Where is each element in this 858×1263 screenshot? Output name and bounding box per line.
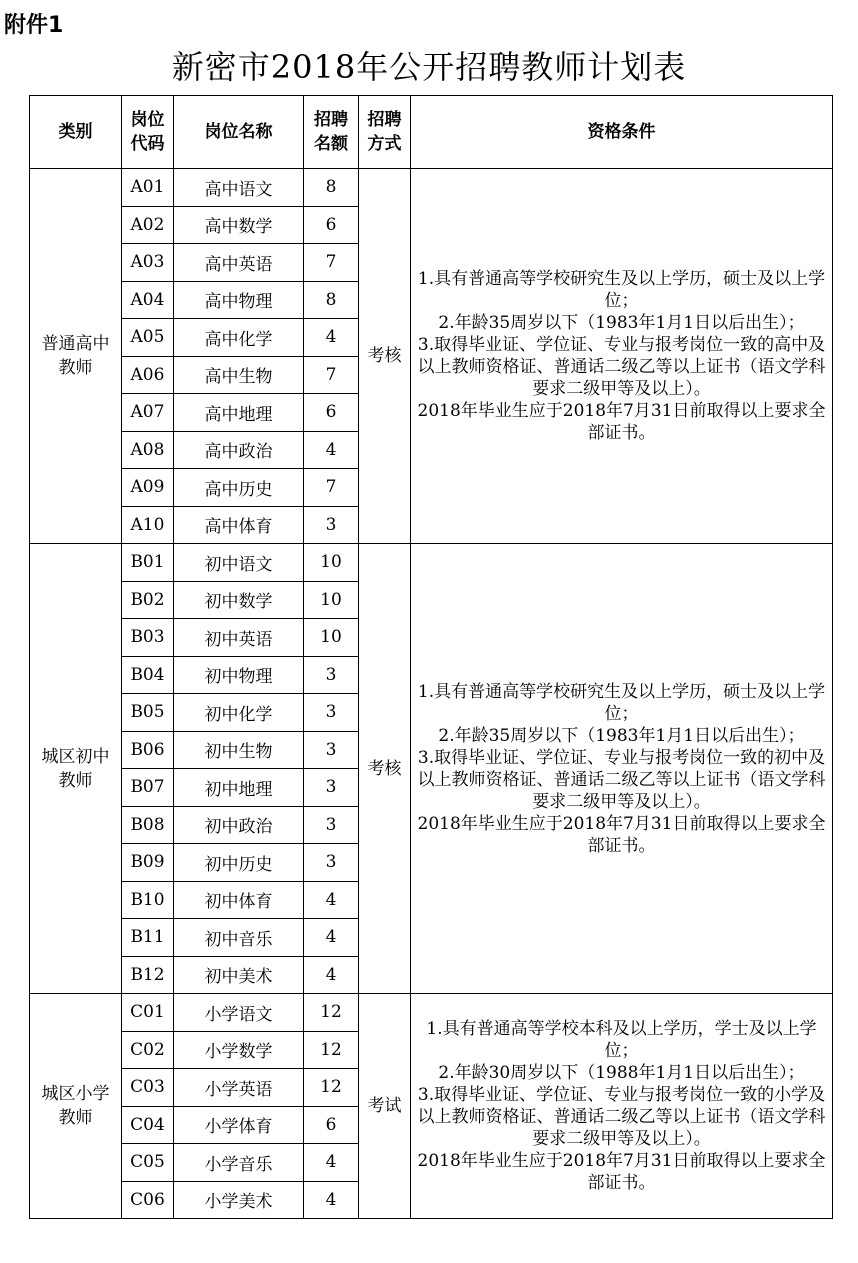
- header-name: 岗位名称: [174, 96, 304, 169]
- header-code-line2: 代码: [130, 134, 165, 154]
- position-count-cell: 10: [304, 544, 359, 582]
- position-count-cell: 3: [304, 506, 359, 544]
- table-row: [30, 994, 833, 1032]
- position-count-cell: 4: [304, 1144, 359, 1182]
- position-name-cell: 初中音乐: [174, 919, 304, 957]
- requirement-line: 2018年毕业生应于2018年7月31日前取得以上要求全部证书。: [417, 813, 826, 856]
- header-count-line1: 招聘: [314, 110, 348, 130]
- header-row: [30, 96, 833, 169]
- position-code-cell: A02: [122, 206, 174, 244]
- position-code-cell: B12: [122, 956, 174, 994]
- position-name-cell: 高中地理: [174, 394, 304, 432]
- position-count-cell: 4: [304, 956, 359, 994]
- position-count-cell: 4: [304, 431, 359, 469]
- header-requirements: 资格条件: [411, 96, 833, 169]
- header-count-line2: 名额: [314, 134, 348, 154]
- requirement-line: 1.具有普通高等学校本科及以上学历，学士及以上学位；: [426, 1019, 817, 1061]
- page-title: 新密市2018年公开招聘教师计划表: [171, 48, 687, 86]
- position-code-cell: A10: [122, 506, 174, 544]
- category-cell: [30, 544, 122, 994]
- position-name-cell: 初中政治: [174, 806, 304, 844]
- position-code-cell: A09: [122, 469, 174, 507]
- position-count-cell: 4: [304, 1181, 359, 1219]
- position-code-cell: C02: [122, 1031, 174, 1069]
- position-code-cell: A07: [122, 394, 174, 432]
- position-code-cell: A03: [122, 244, 174, 282]
- position-count-cell: 8: [304, 169, 359, 207]
- position-name-cell: 高中语文: [174, 169, 304, 207]
- header-code: [122, 96, 174, 169]
- position-name-cell: 高中历史: [174, 469, 304, 507]
- category-line1: 普通高中: [41, 334, 110, 354]
- category-cell: [30, 169, 122, 544]
- position-count-cell: 3: [304, 694, 359, 732]
- position-count-cell: 3: [304, 806, 359, 844]
- category-line1: 城区初中: [41, 746, 110, 767]
- header-method-line1: 招聘: [367, 110, 402, 130]
- requirement-line: 3.取得毕业证、学位证、专业与报考岗位一致的初中及以上教师资格证、普通话二级乙等以上证书（语文学科要求二级甲等及以上）。: [417, 747, 826, 812]
- category-line1: 城区小学: [41, 1084, 110, 1104]
- method-cell: 考试: [359, 994, 411, 1219]
- category-cell: [30, 994, 122, 1219]
- position-count-cell: 6: [304, 206, 359, 244]
- category-line2: 教师: [58, 358, 93, 378]
- position-count-cell: 12: [304, 1069, 359, 1107]
- position-code-cell: A06: [122, 356, 174, 394]
- position-code-cell: A08: [122, 431, 174, 469]
- position-name-cell: 初中美术: [174, 956, 304, 994]
- position-code-cell: B06: [122, 731, 174, 769]
- position-name-cell: 高中数学: [174, 206, 304, 244]
- requirement-line: 3.取得毕业证、学位证、专业与报考岗位一致的小学及以上教师资格证、普通话二级乙等以上证书（语文学科要求二级甲等及以上）。: [417, 1085, 826, 1149]
- position-code-cell: B04: [122, 656, 174, 694]
- position-name-cell: 初中体育: [174, 881, 304, 919]
- header-category: 类别: [30, 96, 122, 169]
- position-count-cell: 6: [304, 394, 359, 432]
- position-count-cell: 12: [304, 994, 359, 1032]
- position-name-cell: 高中英语: [174, 244, 304, 282]
- position-code-cell: B09: [122, 844, 174, 882]
- position-code-cell: B03: [122, 619, 174, 657]
- table-body: [30, 169, 833, 1219]
- position-name-cell: 小学数学: [174, 1031, 304, 1069]
- recruitment-plan-table: [29, 95, 833, 1219]
- requirement-line: 2.年龄35周岁以下（1983年1月1日以后出生）；: [438, 725, 805, 746]
- position-name-cell: 高中政治: [174, 431, 304, 469]
- position-code-cell: B05: [122, 694, 174, 732]
- position-name-cell: 初中数学: [174, 581, 304, 619]
- position-count-cell: 3: [304, 731, 359, 769]
- position-code-cell: C04: [122, 1106, 174, 1144]
- requirements-cell: [411, 544, 833, 994]
- requirement-line: 3.取得毕业证、学位证、专业与报考岗位一致的高中及以上教师资格证、普通话二级乙等以上证书（语文学科要求二级甲等及以上）。: [417, 335, 826, 399]
- position-name-cell: 初中物理: [174, 656, 304, 694]
- position-name-cell: 初中语文: [174, 544, 304, 582]
- method-cell: 考核: [359, 544, 411, 994]
- position-code-cell: A05: [122, 319, 174, 357]
- position-code-cell: B08: [122, 806, 174, 844]
- header-code-line1: 岗位: [130, 110, 165, 130]
- position-count-cell: 8: [304, 281, 359, 319]
- table-row: [30, 169, 833, 207]
- position-count-cell: 3: [304, 844, 359, 882]
- position-count-cell: 10: [304, 619, 359, 657]
- position-name-cell: 初中地理: [174, 769, 304, 807]
- position-count-cell: 12: [304, 1031, 359, 1069]
- position-count-cell: 7: [304, 356, 359, 394]
- position-name-cell: 初中历史: [174, 844, 304, 882]
- position-name-cell: 高中生物: [174, 356, 304, 394]
- position-name-cell: 小学体育: [174, 1106, 304, 1144]
- table-row: [30, 544, 833, 582]
- position-code-cell: C05: [122, 1144, 174, 1182]
- position-name-cell: 小学英语: [174, 1069, 304, 1107]
- position-name-cell: 小学美术: [174, 1181, 304, 1219]
- position-name-cell: 高中化学: [174, 319, 304, 357]
- method-cell: 考核: [359, 169, 411, 544]
- position-name-cell: 高中物理: [174, 281, 304, 319]
- position-count-cell: 3: [304, 656, 359, 694]
- position-count-cell: 7: [304, 244, 359, 282]
- position-code-cell: B01: [122, 544, 174, 582]
- position-name-cell: 初中化学: [174, 694, 304, 732]
- category-line2: 教师: [58, 770, 93, 791]
- position-count-cell: 3: [304, 769, 359, 807]
- requirement-line: 2018年毕业生应于2018年7月31日前取得以上要求全部证书。: [417, 1151, 826, 1193]
- requirements-cell: [411, 994, 833, 1219]
- requirement-line: 2.年龄30周岁以下（1988年1月1日以后出生）；: [438, 1063, 805, 1083]
- position-count-cell: 7: [304, 469, 359, 507]
- position-count-cell: 4: [304, 919, 359, 957]
- position-code-cell: C01: [122, 994, 174, 1032]
- position-code-cell: B10: [122, 881, 174, 919]
- position-code-cell: C03: [122, 1069, 174, 1107]
- position-code-cell: B07: [122, 769, 174, 807]
- position-name-cell: 初中生物: [174, 731, 304, 769]
- position-count-cell: 10: [304, 581, 359, 619]
- position-name-cell: 小学音乐: [174, 1144, 304, 1182]
- position-name-cell: 高中体育: [174, 506, 304, 544]
- header-count: [304, 96, 359, 169]
- position-name-cell: 小学语文: [174, 994, 304, 1032]
- requirement-line: 1.具有普通高等学校研究生及以上学历，硕士及以上学位；: [417, 269, 826, 311]
- requirements-cell: [411, 169, 833, 544]
- attachment-label: 附件1: [4, 13, 64, 38]
- requirement-line: 2.年龄35周岁以下（1983年1月1日以后出生）；: [438, 313, 805, 333]
- position-count-cell: 4: [304, 881, 359, 919]
- position-code-cell: A04: [122, 281, 174, 319]
- header-method: [359, 96, 411, 169]
- position-code-cell: B11: [122, 919, 174, 957]
- category-line2: 教师: [58, 1108, 93, 1128]
- position-name-cell: 初中英语: [174, 619, 304, 657]
- position-code-cell: B02: [122, 581, 174, 619]
- position-count-cell: 6: [304, 1106, 359, 1144]
- header-method-line2: 方式: [367, 134, 402, 154]
- position-count-cell: 4: [304, 319, 359, 357]
- requirement-line: 1.具有普通高等学校研究生及以上学历，硕士及以上学位；: [417, 681, 826, 724]
- position-code-cell: A01: [122, 169, 174, 207]
- requirement-line: 2018年毕业生应于2018年7月31日前取得以上要求全部证书。: [417, 401, 826, 443]
- position-code-cell: C06: [122, 1181, 174, 1219]
